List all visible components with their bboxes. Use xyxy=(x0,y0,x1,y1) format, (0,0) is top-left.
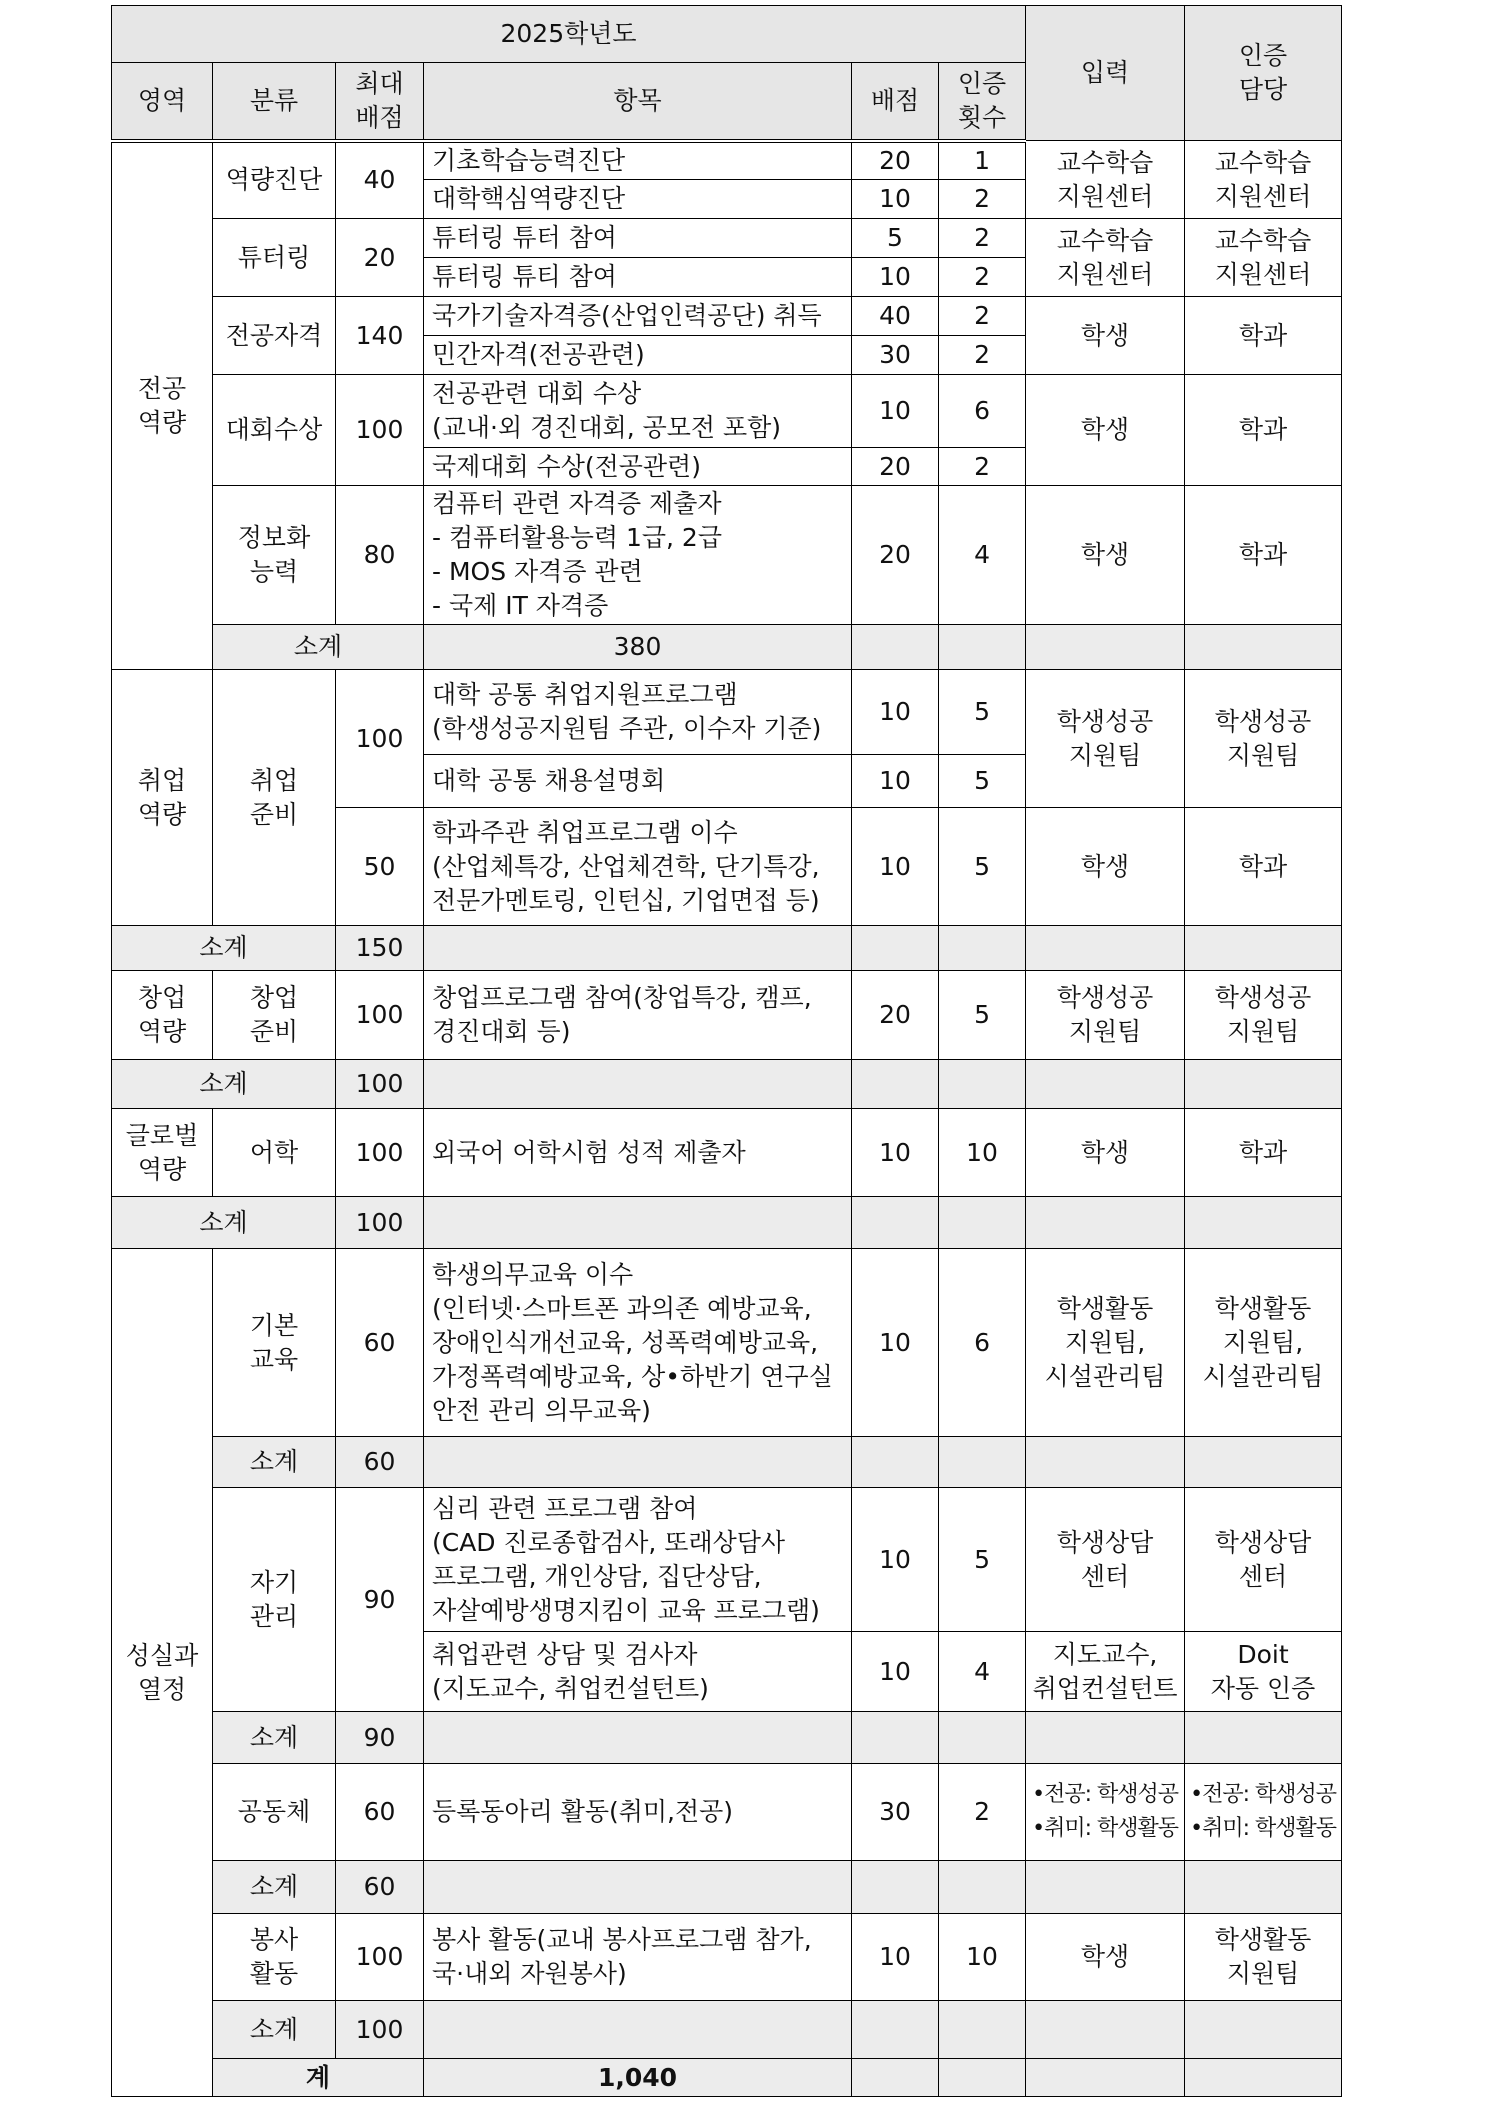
total-value: 1,040 xyxy=(424,2059,852,2097)
item-header: 항목 xyxy=(424,63,852,141)
input-header: 입력 xyxy=(1026,6,1185,141)
item-text: 학과주관 취업프로그램 이수 (산업체특강, 산업체견학, 단기특강, 전문가멘토링, 인턴십, 기업면접 등) xyxy=(424,808,852,926)
category-job-prep: 취업 준비 xyxy=(213,670,336,926)
cert-owner: 학과 xyxy=(1185,486,1342,625)
subtotal-value: 60 xyxy=(336,1437,424,1488)
item-text: 대학핵심역량진단 xyxy=(424,180,852,219)
score-value: 10 xyxy=(852,1249,939,1437)
max-score: 90 xyxy=(336,1488,424,1712)
category-header: 분류 xyxy=(213,63,336,141)
score-value: 30 xyxy=(852,1764,939,1861)
cert-owner: •전공: 학생성공 •취미: 학생활동 xyxy=(1185,1764,1342,1861)
area-header: 영역 xyxy=(112,63,213,141)
count-header: 인증 횟수 xyxy=(939,63,1026,141)
item-text: 전공관련 대회 수상 (교내·외 경진대회, 공모전 포함) xyxy=(424,375,852,448)
area-employment: 취업 역량 xyxy=(112,670,213,926)
subtotal-value: 380 xyxy=(424,625,852,670)
max-score: 40 xyxy=(336,141,424,219)
cert-owner: 학과 xyxy=(1185,1109,1342,1197)
item-text: 기초학습능력진단 xyxy=(424,141,852,180)
area-passion: 성실과 열정 xyxy=(112,1249,213,2097)
count-value: 2 xyxy=(939,336,1026,375)
score-value: 10 xyxy=(852,375,939,448)
input-owner: 학생 xyxy=(1026,375,1185,486)
item-text: 대학 공통 채용설명회 xyxy=(424,755,852,808)
category-tutoring: 튜터링 xyxy=(213,219,336,297)
category-volunteer: 봉사 활동 xyxy=(213,1914,336,2001)
max-score: 80 xyxy=(336,486,424,625)
cert-owner: Doit 자동 인증 xyxy=(1185,1632,1342,1712)
cert-header: 인증 담당 xyxy=(1185,6,1342,141)
area-global: 글로벌 역량 xyxy=(112,1109,213,1197)
input-owner: 학생 xyxy=(1026,1109,1185,1197)
cert-owner: 학생상담 센터 xyxy=(1185,1488,1342,1632)
max-score: 100 xyxy=(336,375,424,486)
area-startup: 창업 역량 xyxy=(112,971,213,1060)
score-value: 10 xyxy=(852,1488,939,1632)
score-value: 20 xyxy=(852,448,939,486)
category-license: 전공자격 xyxy=(213,297,336,375)
score-value: 10 xyxy=(852,1632,939,1712)
max-score: 100 xyxy=(336,670,424,808)
input-owner: 학생성공 지원팀 xyxy=(1026,971,1185,1060)
count-value: 5 xyxy=(939,755,1026,808)
score-value: 20 xyxy=(852,971,939,1060)
item-text: 등록동아리 활동(취미,전공) xyxy=(424,1764,852,1861)
subtotal-label: 소계 xyxy=(213,2001,336,2059)
cert-owner: 학과 xyxy=(1185,297,1342,375)
subtotal-label: 소계 xyxy=(112,1197,336,1249)
subtotal-value: 100 xyxy=(336,2001,424,2059)
category-diagnosis: 역량진단 xyxy=(213,141,336,219)
max-score: 60 xyxy=(336,1764,424,1861)
count-value: 10 xyxy=(939,1914,1026,2001)
score-value: 10 xyxy=(852,258,939,297)
cert-owner: 학생성공 지원팀 xyxy=(1185,971,1342,1060)
count-value: 6 xyxy=(939,1249,1026,1437)
subtotal-label: 소계 xyxy=(213,1861,336,1914)
score-value: 30 xyxy=(852,336,939,375)
category-basic-edu: 기본 교육 xyxy=(213,1249,336,1437)
cert-owner: 학과 xyxy=(1185,808,1342,926)
max-score: 100 xyxy=(336,1109,424,1197)
score-value: 5 xyxy=(852,219,939,258)
max-score: 140 xyxy=(336,297,424,375)
category-language: 어학 xyxy=(213,1109,336,1197)
subtotal-value: 150 xyxy=(336,926,424,971)
input-owner: 교수학습 지원센터 xyxy=(1026,141,1185,219)
year-header: 2025학년도 xyxy=(112,6,1026,63)
count-value: 2 xyxy=(939,297,1026,336)
input-owner: 학생 xyxy=(1026,808,1185,926)
input-owner: 학생 xyxy=(1026,297,1185,375)
score-value: 20 xyxy=(852,141,939,180)
item-text: 튜터링 튜터 참여 xyxy=(424,219,852,258)
count-value: 1 xyxy=(939,141,1026,180)
cert-owner: 학생활동 지원팀 xyxy=(1185,1914,1342,2001)
max-score-header: 최대 배점 xyxy=(336,63,424,141)
count-value: 2 xyxy=(939,1764,1026,1861)
count-value: 10 xyxy=(939,1109,1026,1197)
cert-owner: 교수학습 지원센터 xyxy=(1185,219,1342,297)
count-value: 4 xyxy=(939,486,1026,625)
item-text: 컴퓨터 관련 자격증 제출자 - 컴퓨터활용능력 1급, 2급 - MOS 자격증 관련 - 국제 IT 자격증 xyxy=(424,486,852,625)
subtotal-label: 소계 xyxy=(112,926,336,971)
cert-owner: 교수학습 지원센터 xyxy=(1185,141,1342,219)
input-owner: 학생성공 지원팀 xyxy=(1026,670,1185,808)
cert-owner: 학생성공 지원팀 xyxy=(1185,670,1342,808)
score-value: 10 xyxy=(852,670,939,755)
subtotal-value: 90 xyxy=(336,1712,424,1764)
category-contest: 대회수상 xyxy=(213,375,336,486)
certification-table xyxy=(111,5,1342,2097)
input-owner: 학생 xyxy=(1026,486,1185,625)
count-value: 5 xyxy=(939,808,1026,926)
count-value: 2 xyxy=(939,448,1026,486)
area-major: 전공 역량 xyxy=(112,141,213,670)
item-text: 심리 관련 프로그램 참여 (CAD 진로종합검사, 또래상담사 프로그램, 개인상담, 집단상담, 자살예방생명지킴이 교육 프로그램) xyxy=(424,1488,852,1632)
item-text: 외국어 어학시험 성적 제출자 xyxy=(424,1109,852,1197)
item-text: 대학 공통 취업지원프로그램 (학생성공지원팀 주관, 이수자 기준) xyxy=(424,670,852,755)
count-value: 6 xyxy=(939,375,1026,448)
item-text: 국제대회 수상(전공관련) xyxy=(424,448,852,486)
cert-owner: 학과 xyxy=(1185,375,1342,486)
max-score: 100 xyxy=(336,1914,424,2001)
input-owner: 지도교수, 취업컨설턴트 xyxy=(1026,1632,1185,1712)
count-value: 5 xyxy=(939,971,1026,1060)
subtotal-label: 소계 xyxy=(213,625,424,670)
max-score: 60 xyxy=(336,1249,424,1437)
total-label: 계 xyxy=(213,2059,424,2097)
item-text: 취업관련 상담 및 검사자 (지도교수, 취업컨설턴트) xyxy=(424,1632,852,1712)
subtotal-value: 100 xyxy=(336,1060,424,1109)
input-owner: 학생활동 지원팀, 시설관리팀 xyxy=(1026,1249,1185,1437)
max-score: 50 xyxy=(336,808,424,926)
max-score: 20 xyxy=(336,219,424,297)
category-startup-prep: 창업 준비 xyxy=(213,971,336,1060)
score-header: 배점 xyxy=(852,63,939,141)
subtotal-value: 100 xyxy=(336,1197,424,1249)
score-value: 20 xyxy=(852,486,939,625)
score-value: 10 xyxy=(852,755,939,808)
subtotal-value: 60 xyxy=(336,1861,424,1914)
input-owner: 교수학습 지원센터 xyxy=(1026,219,1185,297)
item-text: 민간자격(전공관련) xyxy=(424,336,852,375)
cert-owner: 학생활동 지원팀, 시설관리팀 xyxy=(1185,1249,1342,1437)
score-value: 10 xyxy=(852,1914,939,2001)
score-value: 10 xyxy=(852,808,939,926)
category-self-care: 자기 관리 xyxy=(213,1488,336,1712)
subtotal-label: 소계 xyxy=(213,1712,336,1764)
input-owner: •전공: 학생성공 •취미: 학생활동 xyxy=(1026,1764,1185,1861)
category-community: 공동체 xyxy=(213,1764,336,1861)
subtotal-label: 소계 xyxy=(213,1437,336,1488)
item-text: 창업프로그램 참여(창업특강, 캠프, 경진대회 등) xyxy=(424,971,852,1060)
item-text: 봉사 활동(교내 봉사프로그램 참가, 국·내외 자원봉사) xyxy=(424,1914,852,2001)
max-score: 100 xyxy=(336,971,424,1060)
count-value: 5 xyxy=(939,670,1026,755)
input-owner: 학생상담 센터 xyxy=(1026,1488,1185,1632)
input-owner: 학생 xyxy=(1026,1914,1185,2001)
score-value: 10 xyxy=(852,180,939,219)
count-value: 4 xyxy=(939,1632,1026,1712)
item-text: 튜터링 튜티 참여 xyxy=(424,258,852,297)
count-value: 2 xyxy=(939,180,1026,219)
score-value: 10 xyxy=(852,1109,939,1197)
item-text: 국가기술자격증(산업인력공단) 취득 xyxy=(424,297,852,336)
count-value: 2 xyxy=(939,258,1026,297)
subtotal-label: 소계 xyxy=(112,1060,336,1109)
category-it: 정보화 능력 xyxy=(213,486,336,625)
item-text: 학생의무교육 이수 (인터넷·스마트폰 과의존 예방교육, 장애인식개선교육, 성폭력예방교육, 가정폭력예방교육, 상•하반기 연구실 안전 관리 의무교육) xyxy=(424,1249,852,1437)
score-value: 40 xyxy=(852,297,939,336)
count-value: 5 xyxy=(939,1488,1026,1632)
count-value: 2 xyxy=(939,219,1026,258)
